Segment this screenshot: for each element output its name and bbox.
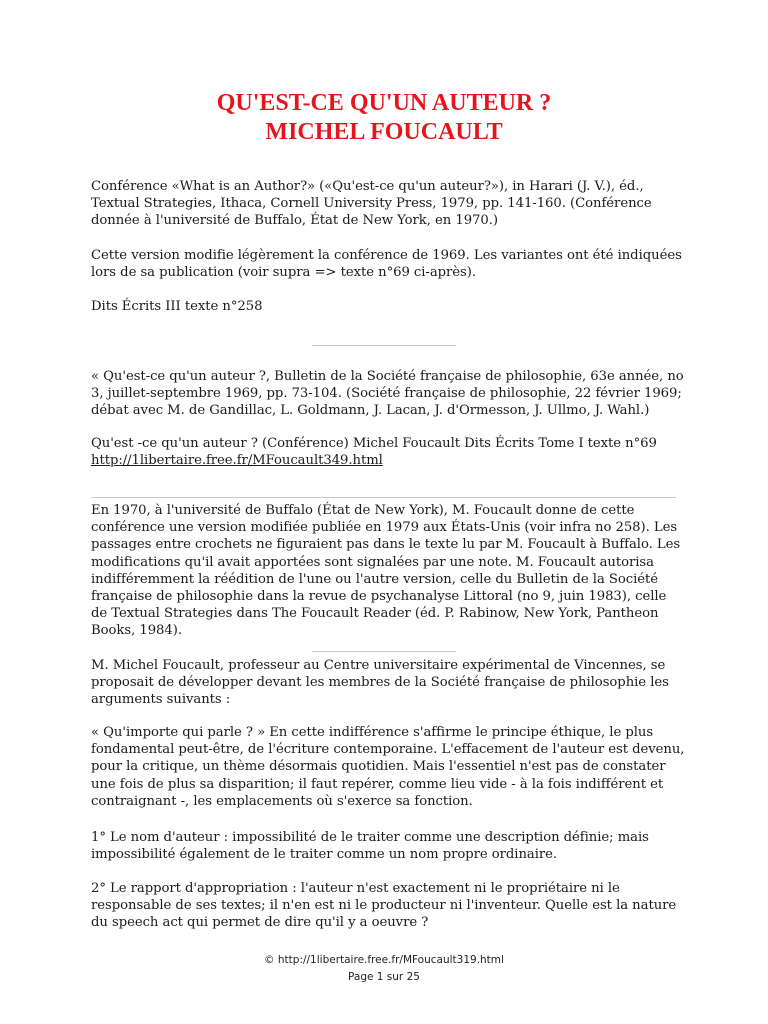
source-link[interactable]: http://1libertaire.free.fr/MFoucault349.html xyxy=(91,453,383,468)
conference-reference-paragraph: Qu'est -ce qu'un auteur ? (Conférence) Michel Foucault Dits Écrits Tome I texte n°69 xyxy=(91,436,657,451)
body-paragraph-intro: M. Michel Foucault, professeur au Centre universitaire expérimental de Vincennes, se proposait de développer devant les membres de la Société française de philosophie les arguments suivants : xyxy=(91,658,669,708)
document-author: MICHEL FOUCAULT xyxy=(265,119,503,145)
footer-page-number: Page 1 sur 25 xyxy=(348,971,420,983)
editorial-note-paragraph: En 1970, à l'université de Buffalo (État de New York), M. Foucault donne de cette conférence une version modifiée publiée en 1979 aux États-Unis (voir infra no 258). Les passages entre crochets ne figuraient pas dans le texte lu par M. Foucault à Buffalo. Les modifications qu'il avait apportées sont signalées par une note. M. Foucault autorisa indifféremment la réédition de l'une ou l'autre version, celle du Bulletin de la Société française de philosophie dans la revue de psychanalyse Littoral (no 9, juin 1983), celle de Textual Strategies dans The Foucault Reader (éd. P. Rabinow, New York, Pantheon Books, 1984). xyxy=(91,503,681,639)
bulletin-reference-paragraph: « Qu'est-ce qu'un auteur ?, Bulletin de la Société française de philosophie, 63e année, no 3, juillet-septembre 1969, pp. 73-104. (Société française de philosophie, 22 février 1969; débat avec M. de Gandillac, L. Goldmann, J. Lacan, J. d'Ormesson, J. Ullmo, J. Wahl.) xyxy=(91,369,684,419)
section-divider xyxy=(312,345,456,346)
intro-paragraph-reference: Dits Écrits III texte n°258 xyxy=(91,299,263,314)
footer-source-url: © http://1libertaire.free.fr/MFoucault319.html xyxy=(264,954,504,966)
intro-paragraph-version: Cette version modifie légèrement la conférence de 1969. Les variantes ont été indiquées lors de sa publication (voir supra => texte n°69 ci-après). xyxy=(91,248,682,281)
section-divider xyxy=(312,651,456,652)
document-title: QU'EST-CE QU'UN AUTEUR ? xyxy=(216,90,552,116)
body-paragraph-author-name: 1° Le nom d'auteur : impossibilité de le traiter comme une description définie; mais impossibilité également de le traiter comme un nom propre ordinaire. xyxy=(91,830,649,863)
section-divider xyxy=(91,497,676,498)
intro-paragraph-source: Conférence «What is an Author?» («Qu'est-ce qu'un auteur?»), in Harari (J. V.), éd., Textual Strategies, Ithaca, Cornell University Press, 1979, pp. 141-160. (Conférence donnée à l'université de Buffalo, État de New York, en 1970.) xyxy=(91,179,652,229)
body-paragraph-indifference: « Qu'importe qui parle ? » En cette indifférence s'affirme le principe éthique, le plus fondamental peut-être, de l'écriture contemporaine. L'effacement de l'auteur est devenu, pour la critique, un thème désormais quotidien. Mais l'essentiel n'est pas de constater une fois de plus sa disparition; il faut repérer, comme lieu vide - à la fois indifférent et contraignant -, les emplacements où s'exerce sa fonction. xyxy=(91,725,685,809)
body-paragraph-appropriation: 2° Le rapport d'appropriation : l'auteur n'est exactement ni le propriétaire ni le responsable de ses textes; il n'en est ni le producteur ni l'inventeur. Quelle est la nature du speech act qui permet de dire qu'il y a oeuvre ? xyxy=(91,881,677,931)
